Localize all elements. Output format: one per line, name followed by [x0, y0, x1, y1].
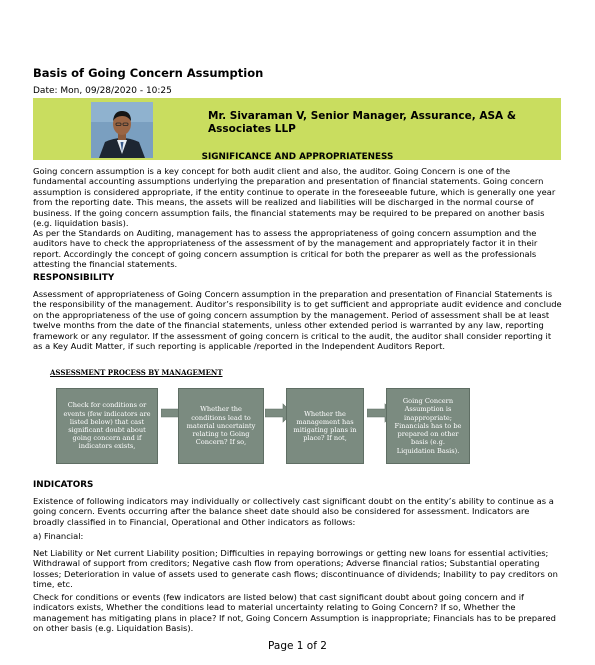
- paragraph-text: Check for conditions or events (few indicators are listed below) that cast significant doubt about going concern and if indicators exists, Whether the conditions lead to material uncertainty relating to Going Concern? If so, Whether the management has mitigating plans in place? If not, Going Concern Assumption is inappropriate; Financials has to be prepared on other basis (e.g. Liquidation Basis).: [33, 592, 556, 634]
- process-box-2: Whether the conditions lead to material uncertainty relating to Going Concern? If so,: [178, 388, 264, 464]
- page-title: Basis of Going Concern Assumption: [33, 66, 264, 80]
- section-heading-indicators: INDICATORS: [33, 480, 94, 490]
- section-heading-responsibility: RESPONSIBILITY: [33, 273, 115, 283]
- paragraph-text: a) Financial:: [33, 531, 84, 541]
- sub-heading-financial: [33, 531, 563, 541]
- author-photo: [91, 102, 153, 158]
- author-name: Mr. Sivaraman V, Senior Manager, Assurance, ASA & Associates LLP: [208, 110, 516, 135]
- paragraph: [33, 228, 563, 270]
- section-heading-significance: SIGNIFICANCE AND APPROPRIATENESS: [201, 152, 394, 162]
- paragraph-text: Existence of following indicators may individually or collectively cast significant doubt on the entity’s ability to continue as a going concern. Events occurring after the balance sheet date should also be considered for assessment. Indicators are broadly classified in to Financial, Operational and Other indicators as follows:: [33, 496, 554, 527]
- paragraph: [33, 166, 563, 228]
- post-date: Date: Mon, 09/28/2020 - 10:25: [33, 86, 172, 96]
- paragraph: [33, 496, 563, 527]
- diagram-title: ASSESSMENT PROCESS BY MANAGEMENT: [50, 368, 223, 377]
- paragraph: [33, 592, 563, 634]
- paragraph-text: Net Liability or Net current Liability position; Difficulties in repaying borrowings or getting new loans for essential activities; Withdrawal of support from creditors; Negative cash flow from operations; Adverse financial ratios; Substantial operating losses; Deterioration in value of assets used to generate cash flows; discontinuance of dividends; Inability to pay creditors on time, etc.: [33, 548, 558, 590]
- paragraph-text: Assessment of appropriateness of Going Concern assumption in the preparation and presentation of Financial Statements is the responsibility of the management. Auditor’s responsibility is to get sufficient and appropriate audit evidence and conclude on the appropriateness of the use of going concern assumption by the management. Period of assessment shall be at least twelve months from the date of the financial statements, unless other extended period is warranted by any law, reporting framework or any regulator. If the assessment of going concern is critical to the audit, the auditor shall consider reporting it as a Key Audit Matter, if such reporting is applicable /reported in the Independent Auditors Report.: [33, 289, 562, 352]
- paragraph-text: As per the Standards on Auditing, management has to assess the appropriateness of going concern assumption and the auditors have to check the appropriateness of the assessment of by the management and appropriately factor it in their report. Accordingly the concept of going concern assumption is critical for both the preparer as well as the professionals attesting the financial statements.: [33, 228, 538, 270]
- process-box-1: Check for conditions or events (few indicators are listed below) that cast significant doubt about going concern and if indicators exists,: [56, 388, 158, 464]
- page-number: Page 1 of 2: [268, 640, 327, 652]
- process-box-4: Going Concern Assumption is inappropriate; Financials has to be prepared on other basis (e.g. Liquidation Basis).: [386, 388, 470, 464]
- paragraph-text: Going concern assumption is a key concept for both audit client and also, the auditor. Going Concern is one of the fundamental accounting assumptions underlying the preparation and presentation of financial statements. Going concern assumption is considered appropriate, if the entity continue to operate in the foreseeable future, which is generally one year from the reporting date. This means, the assets will be realized and liabilities will be discharged in the normal course of business. If the going concern assumption fails, the financial statements may be required to be prepared on another basis (e.g. liquidation basis).: [33, 166, 556, 229]
- author-portrait-image: [91, 102, 153, 158]
- paragraph: [33, 548, 563, 590]
- paragraph: [33, 289, 563, 351]
- process-box-3: Whether the management has mitigating plans in place? If not,: [286, 388, 364, 464]
